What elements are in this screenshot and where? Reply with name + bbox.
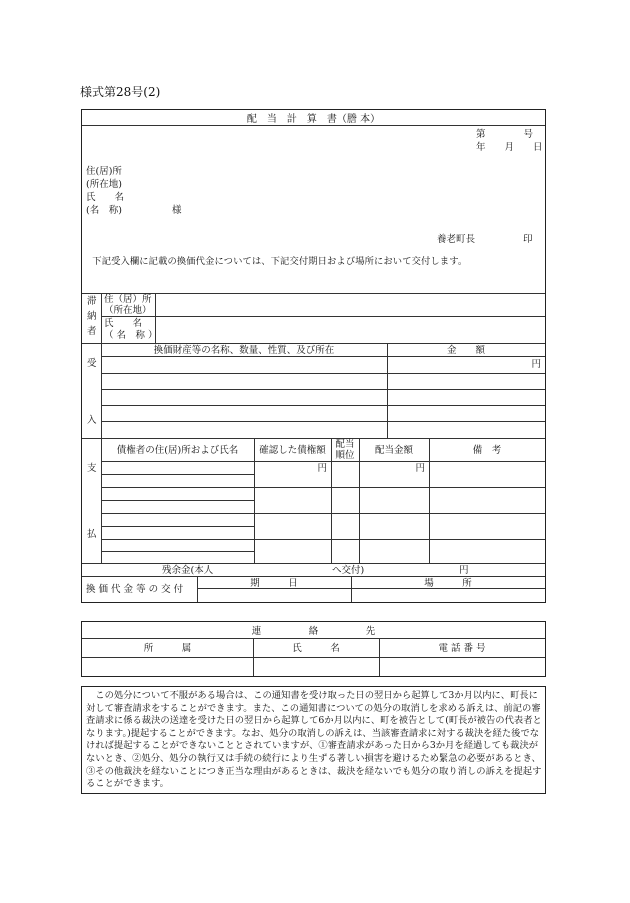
appeal-notice-text: この処分について不服がある場合は、この通知書を受け取った日の翌日から起算して3か月以内に、町長に対して審査請求をすることができます。また、この通知書についての処分の取消しを求める訴えは、前記の審査請求に係る裁決の送達を受けた日の翌日から起算して6か月以内に、町を被告として(町長が被告の代表者となります。)提起することができます。なお、処分の取消しの訴えは、当該審査請求に対する裁決を経た後でなければ提起することができないこととされていますが、①審査請求があった日から3か月を経過しても裁決がないとき、②処分、処分の執行又は手続の続行により生ずる著しい損害を避けるため緊急の必要があるとき、③その他裁決を経ないことにつき正当な理由があるときは、裁決を経ないでも処分の取り消しの訴えを提起することができます。: [86, 690, 542, 790]
addressee-address-label: 住(居)所: [86, 166, 122, 177]
contact-phone: 電 話 番 号: [438, 643, 486, 654]
delinquent-address-label: 住（居）所: [104, 294, 152, 305]
rank-header-2: 順位: [335, 450, 355, 461]
divider: [101, 373, 545, 374]
divider: [387, 343, 388, 438]
divider: [101, 316, 545, 317]
divider: [101, 500, 254, 501]
balance-delivered: へ交付): [332, 565, 365, 576]
dividend-header: 配当金額: [374, 445, 413, 456]
divider: [82, 125, 545, 126]
remarks-header: 備 考: [472, 445, 502, 456]
divider: [101, 487, 545, 488]
receipt-side-bottom: 入: [87, 415, 97, 426]
receipt-amount-header: 金 額: [446, 345, 485, 356]
receipt-side-top: 受: [87, 358, 97, 369]
divider: [101, 513, 545, 514]
divider: [101, 356, 545, 357]
divider: [82, 657, 545, 658]
addressee-name-label: 氏 名: [86, 192, 125, 203]
divider: [82, 638, 545, 639]
divider: [101, 539, 545, 540]
divider: [101, 474, 254, 475]
issuer: 養老町長: [437, 234, 476, 245]
delinquent-name-sub: （ 名 称 ）: [104, 330, 158, 341]
document-number: 第 号: [476, 129, 534, 140]
divider: [359, 438, 360, 563]
delinquent-address-sub: （所在地）: [104, 305, 152, 316]
seal-mark: 印: [523, 234, 533, 245]
creditor-header: 債権者の住(居)所および氏名: [116, 445, 239, 456]
divider: [101, 526, 254, 527]
payment-side-top: 支: [87, 463, 97, 474]
delinquent-side-2: 納: [87, 311, 97, 322]
document-date: 年 月 日: [476, 142, 543, 153]
addressee-address-sub: (所在地): [86, 179, 122, 190]
delivery-date: 期 日: [250, 578, 298, 589]
contact-table: [81, 621, 546, 677]
delinquent-side-3: 者: [87, 326, 97, 337]
divider: [82, 576, 545, 577]
confirmed-claim-header: 確認した債権額: [259, 445, 326, 456]
appeal-notice-box: [81, 686, 546, 794]
delinquent-name-label: 氏 名: [104, 318, 143, 329]
rank-header-1: 配当: [335, 439, 355, 450]
delivery-place: 場 所: [424, 578, 472, 589]
addressee-name-sub: (名 称): [86, 205, 122, 216]
dividend-yen: 円: [415, 463, 425, 474]
contact-name: 氏 名: [292, 643, 340, 654]
divider: [101, 461, 545, 462]
divider: [101, 421, 545, 422]
delinquent-side-1: 滞: [87, 296, 97, 307]
contact-title: 連 絡 先: [251, 626, 376, 637]
divider: [82, 563, 545, 564]
divider: [101, 551, 254, 552]
divider: [429, 438, 430, 563]
document-title: 配 当 計 算 書（謄 本）: [246, 114, 381, 125]
contact-dept: 所 属: [143, 643, 192, 654]
divider: [101, 405, 545, 406]
balance-yen: 円: [459, 565, 469, 576]
divider: [82, 343, 545, 344]
notice-text: 下記受入欄に記載の換価代金については、下記交付期日および場所において交付します。: [92, 256, 468, 267]
delivery-label: 換 価 代 金 等 の 交 付: [86, 584, 184, 595]
payment-side-bottom: 払: [87, 529, 97, 540]
confirmed-yen: 円: [317, 463, 327, 474]
addressee-honorific: 様: [172, 205, 182, 216]
divider: [101, 293, 102, 343]
divider: [101, 343, 102, 438]
receipt-property-header: 換価財産等の名称、数量、性質、及び所在: [153, 345, 335, 356]
dividend-statement: [81, 109, 546, 603]
divider: [82, 438, 545, 439]
divider: [254, 438, 255, 563]
divider: [101, 389, 545, 390]
form-number: 様式第28号(2): [80, 85, 161, 99]
receipt-yen: 円: [531, 359, 541, 370]
balance-label: 残余金(本人: [162, 565, 214, 576]
